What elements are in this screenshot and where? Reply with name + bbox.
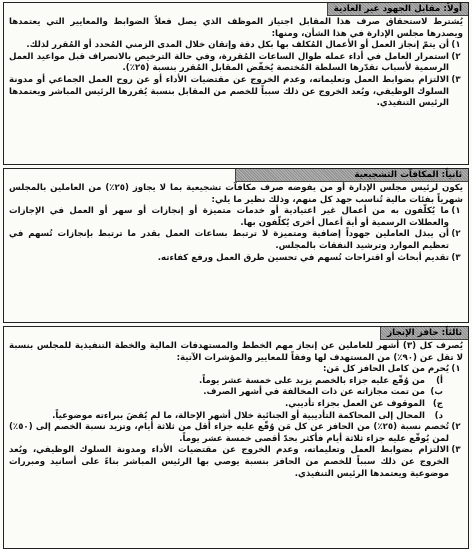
item-text: أن يبذل العاملين جهوداً إضافية ومتميزة لا ترتبط بساعات العمل بقدر ما ترتبط بإنجازات تُسهم في تعظيم الموارد وترشيد النفقات بالمجلس. [9,229,449,251]
list-item [9,75,463,110]
section-heading: أولاً: مقابل الجهود غير العادية [327,3,468,16]
sub-item [9,399,463,411]
item-text: ما يُكلّفون به من أعمال غير اعتيادية أو خدمات متميزة أو إنجازات أو سهر أو العمل في الإجازات والعطلات الرسمية أو أية أعمال أخرى يُكلّفون بها. [9,206,449,228]
sub-item [9,387,463,399]
section-incentive-bonuses [3,168,469,323]
item-number: ٢) [451,229,461,240]
item-text: يُحرم من كامل الحافز كل مَن: [322,364,449,375]
section-heading-wrap [9,3,463,17]
section-achievement-incentive [3,326,469,549]
list-item [9,422,463,445]
section-heading: ثالثاً: حافز الإنجاز [380,327,468,340]
sub-item-text: المحال إلى المحاكمة التأديبية أو الجنائية خلال أشهر الإحالة، ما لم يُقضَ ببراءته موضوعياً. [52,410,425,421]
item-text: استمرار العامل في أداء عمله طوال الساعات المُقررة، وفي حالة الترخيص بالانصراف قبل مواعيد العمل الرسمية لأسباب تقدّرها السلطة المُختصة يُخفّض المقابل المُقرر بنسبة (٢٥٪). [9,51,449,74]
section-heading: ثانياً: المكافآت التشجيعية [235,169,468,182]
item-number: ٣) [451,74,461,85]
list-item [9,253,463,265]
sub-item-letter: ج) [432,398,443,409]
item-number: ١) [451,40,461,51]
item-number: ٢) [451,422,461,433]
item-number: ١) [451,206,461,217]
list-item [9,206,463,229]
sub-item [9,411,463,423]
item-text: الالتزام بضوابط العمل وتعليماته، وعدم الخروج عن مقتضيات الأداء ومدونة السلوك الوظيفي، ويُعد الخروج عن ذلك سبباً للخصم من الحافز بنسبة يوصي بها الرئيس المباشر بناءً على أسانيد ومبررات موضوعية ويعتمدها الرئيس التنفيذي. [9,445,449,479]
sub-item-text: من وُقّع عليه جزاء بالخصم يزيد على خمسة عشر يوماً. [198,375,425,386]
section-intro: يُصرف كل (٣) أشهر للعاملين عن إنجاز مهم الخطط والمستهدفات المالية والخطة التنفيذية للمجلس بنسبة لا تقل عن (٩٠٪) من المستهدف لها وفقاً للمعايير والمؤشرات الآتية: [9,341,463,363]
sub-item-letter: ب) [430,387,443,398]
sub-item-text: الموقوف عن العمل بجزاء تأديبي. [284,398,425,409]
list-item [9,40,463,52]
list-item [9,445,463,480]
list-item [9,52,463,75]
section-heading-wrap [9,169,463,183]
list-item [9,229,463,252]
item-number: ١) [451,364,461,375]
section-intro: يُشترط لاستحقاق صرف هذا المقابل اجتياز الموظف الذي يصل فعلاً الضوابط والمعايير التي يعتمدها ويصدرها مجلس الإدارة في هذا الشأن، ومنها: [9,17,463,39]
item-text: تقديم أبحاث أو اقتراحات تُسهم في تحسين طرق العمل ورفع كفاءته. [157,252,449,263]
section-extraordinary-effort [3,2,469,165]
item-number: ٣) [451,445,461,456]
sub-item-text: من تمت مجازاته عن ذات المخالفة في أشهر الصرف. [203,387,425,398]
section-heading-wrap [9,327,463,341]
item-text: تُخصم نسبة (٢٥٪) من الحافز عن كل مَن وُقّع عليه جزاء أقل من ثلاثة أيام، وتزيد نسبة الخصم إلى (٥٠٪) لمن يُوقّع عليه جزاء ثلاثة أيام فأكثر بحدّ أقصى خمسة عشر يوماً. [9,422,449,444]
section-intro: يكون لرئيس مجلس الإدارة أو من يفوضه صرف مكافآت تشجيعية بما لا يجاوز (٢٥٪) من العاملين بالمجلس شهرياً بفئات مالية تُناسب جهد كل منهم، وذلك نظير ما يلي: [9,183,463,205]
sub-item-letter: د) [434,410,443,421]
sub-item [9,376,463,388]
item-text: أن يتمّ إنجاز العمل أو الأعمال المُكلف بها بكل دقة وإتقان خلال المدى الزمني المُحدد أو المُقرر لذلك. [26,40,449,51]
item-text: الالتزام بضوابط العمل وتعليماته، وعدم الخروج عن مقتضيات الأداء أو عن روح العمل الجماعي أو مدونة السلوك الوظيفي، ويُعد الخروج عن ذلك سبباً للخصم من المقابل بنسبة يُقررها الرئيس المباشر ويعتمدها الرئيس التنفيذي. [9,74,449,109]
sub-item-letter: أ) [436,375,443,386]
item-number: ٢) [451,51,461,62]
list-item [9,364,463,376]
item-number: ٣) [451,252,461,263]
